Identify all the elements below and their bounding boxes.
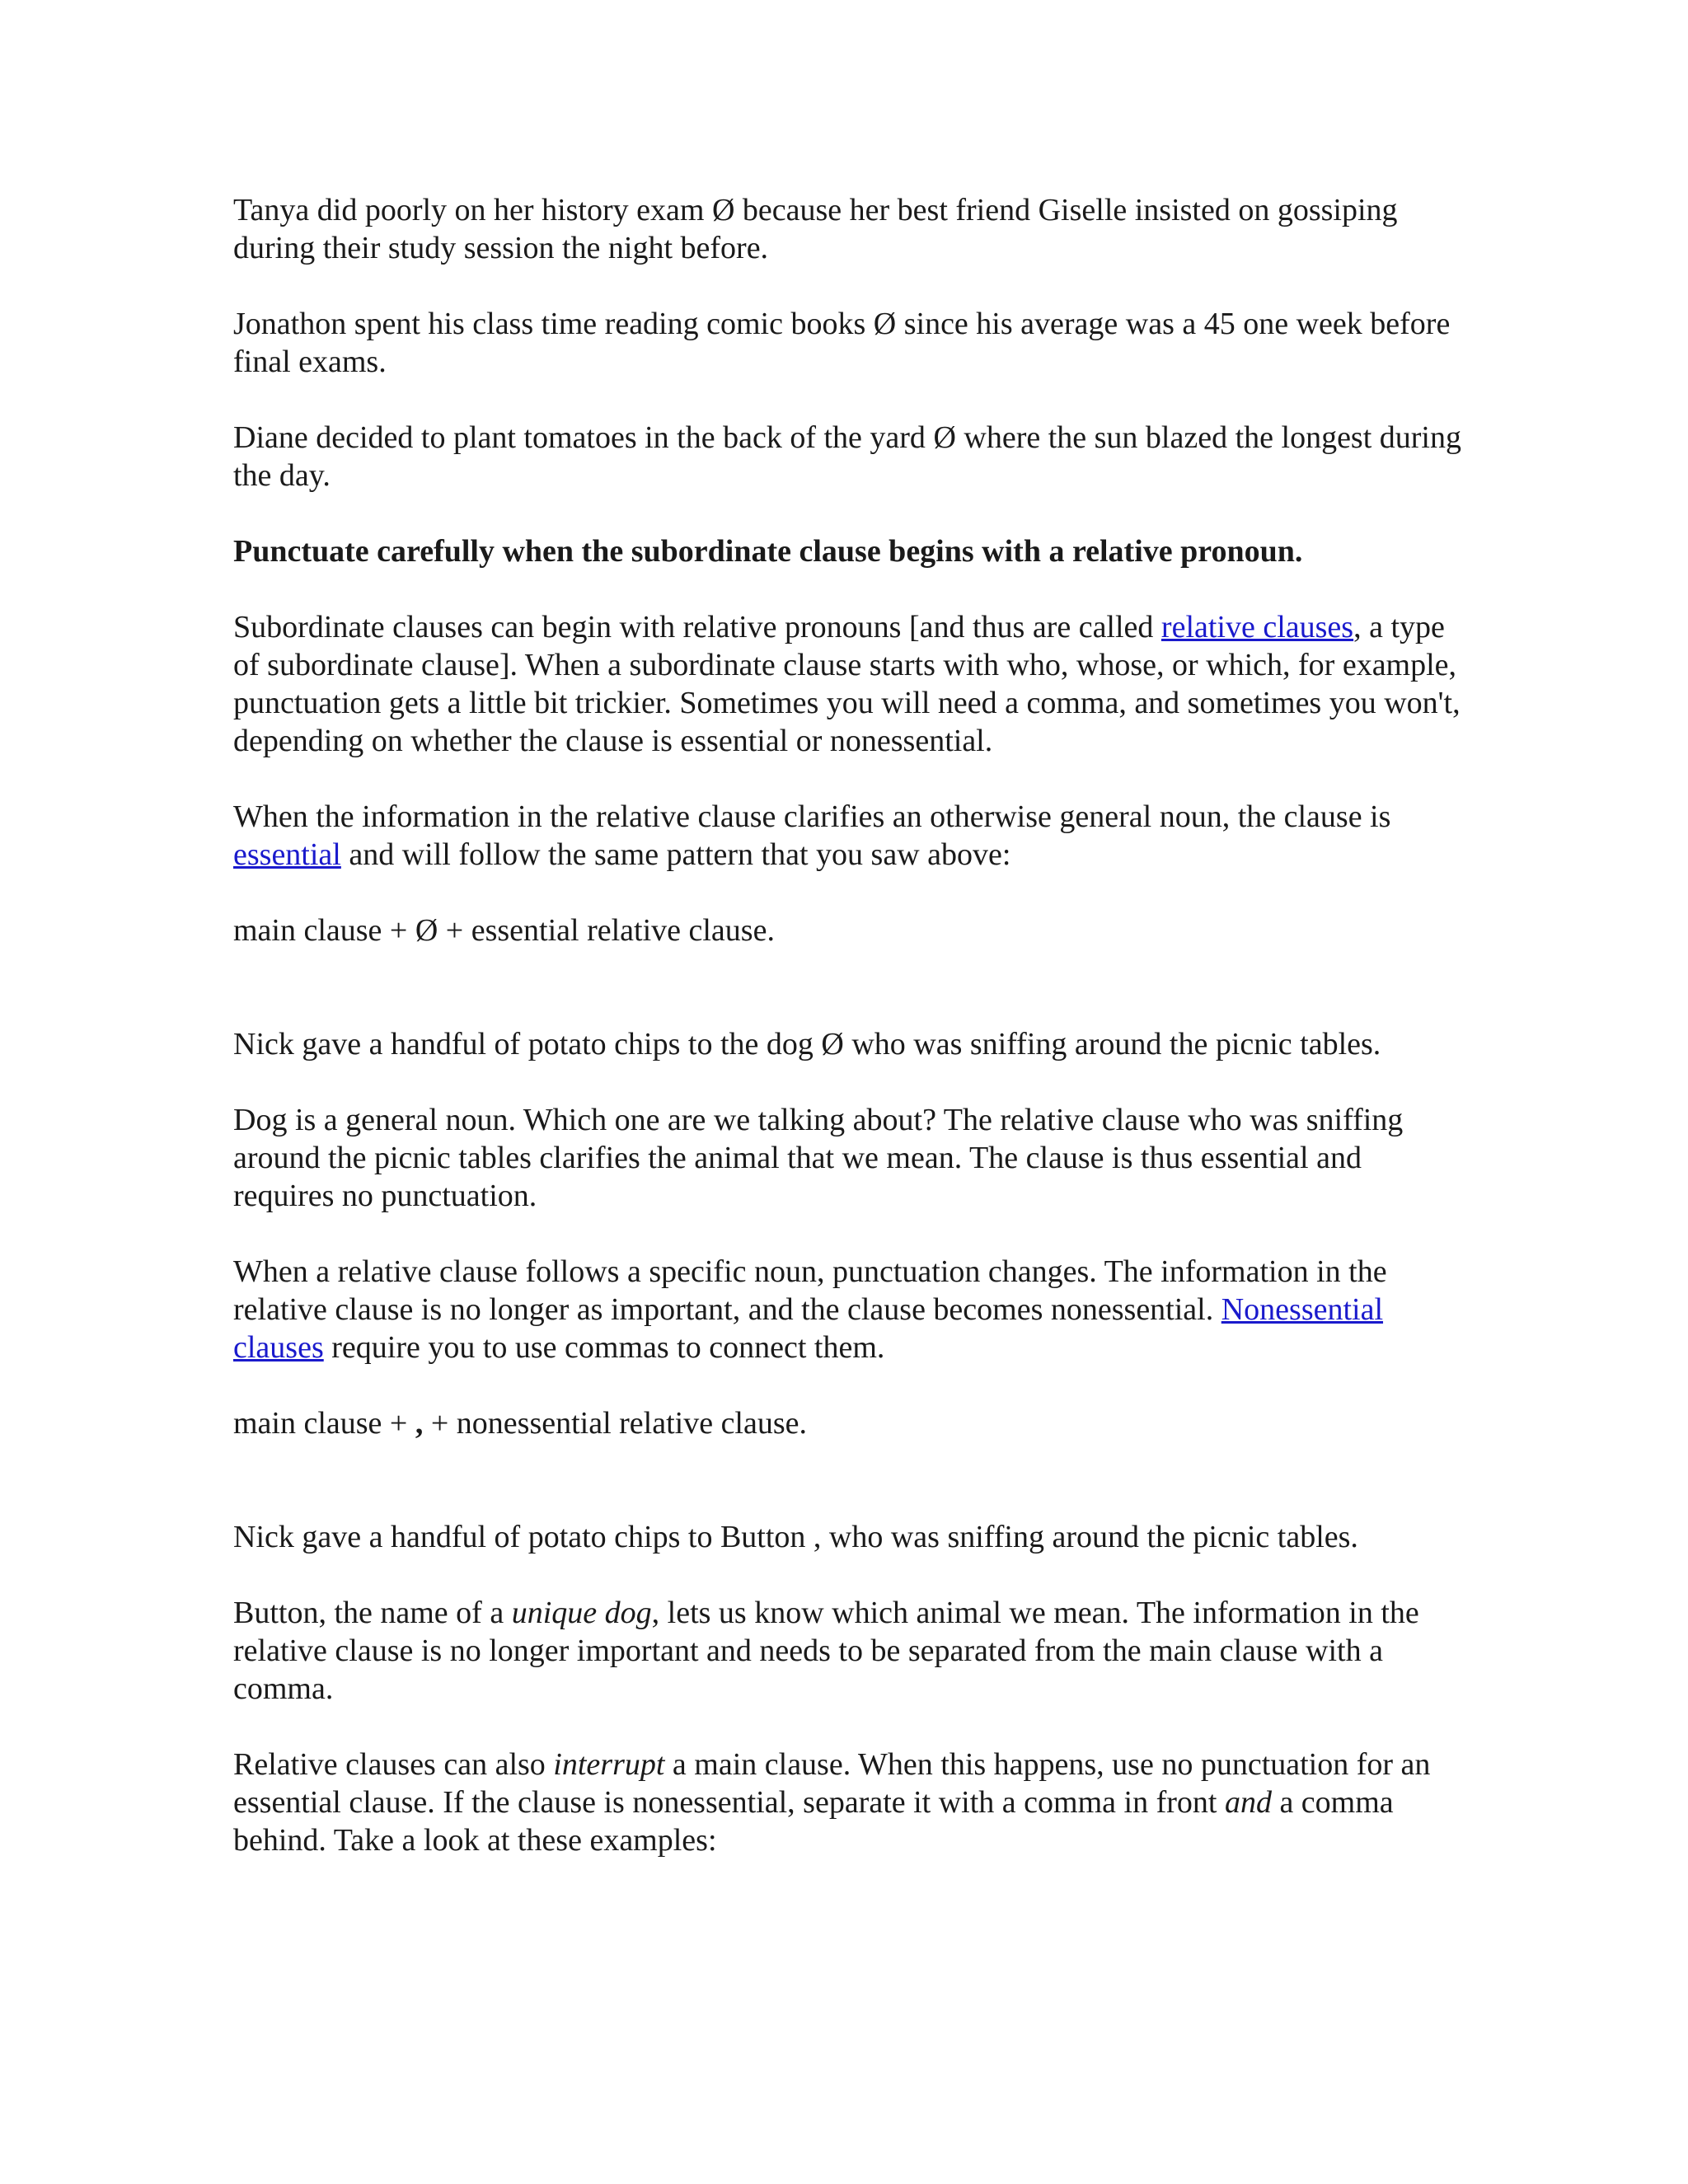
paragraph-text: a comma behind. Take a look at these examples:: [233, 1785, 1394, 1858]
paragraph-text: , a type of subordinate clause]. When a subordinate clause starts with who, whose, or which, for example, punctuation gets a little bit trickier. Sometimes you will need a comma, and sometimes you won't, depending on whether the clause is essential or nonessential.: [233, 610, 1461, 758]
paragraph-text: When the information in the relative clause clarifies an otherwise general noun, the clause is: [233, 799, 1391, 834]
pattern-text: + nonessential relative clause.: [423, 1406, 808, 1441]
example-sentence-dog: Nick gave a handful of potato chips to the dog Ø who was sniffing around the picnic tables.: [233, 1027, 1381, 1062]
no-punctuation-marker: Ø: [873, 307, 897, 341]
paragraph-relative-clauses: [233, 608, 1470, 760]
paragraph-text: , lets us know which animal we mean. The information in the relative clause is no longer important and needs to be separated from the main clause with a comma.: [233, 1596, 1419, 1706]
example-sentence-tanya: [233, 191, 1470, 267]
example-subordinate-clause: because her best friend Giselle insisted on gossiping during their study session the night before.: [233, 193, 1398, 265]
paragraph-general-noun: Dog is a general noun. Which one are we talking about? The relative clause who was sniffing around the picnic tables clarifies the animal that we mean. The clause is thus essential and requires no punctuation.: [233, 1103, 1404, 1213]
example-sentence-diane: [233, 419, 1470, 494]
document-body: [233, 191, 1470, 1897]
paragraph-text: Subordinate clauses can begin with relative pronouns [and thus are called: [233, 610, 1161, 644]
example-sentence-button: Nick gave a handful of potato chips to Button , who was sniffing around the picnic tables.: [233, 1520, 1358, 1554]
paragraph-text: Relative clauses can also: [233, 1747, 554, 1782]
pattern-nonessential: [233, 1404, 1470, 1442]
paragraph-text: and will follow the same pattern that you saw above:: [340, 837, 1011, 872]
paragraph-text: require you to use commas to connect them.: [323, 1330, 885, 1365]
section-heading: Punctuate carefully when the subordinate clause begins with a relative pronoun.: [233, 534, 1303, 569]
paragraph-unique-dog: [233, 1594, 1470, 1708]
paragraph-text: a main clause. When this happens, use no punctuation for an essential clause. If the clause is nonessential, separate it with a comma in front: [233, 1747, 1431, 1820]
emphasis-text: interrupt: [553, 1747, 665, 1782]
paragraph-interrupt: [233, 1746, 1470, 1859]
example-subordinate-clause: since his average was a 45 one week before final exams.: [233, 307, 1451, 379]
no-punctuation-marker: Ø: [711, 193, 735, 227]
example-sentence-jonathon: [233, 305, 1470, 381]
paragraph-text: Button, the name of a: [233, 1596, 512, 1630]
paragraph-specific-noun: [233, 1253, 1470, 1366]
essential-link[interactable]: essential: [233, 837, 341, 872]
nonessential-clauses-link[interactable]: Nonessential clauses: [233, 1292, 1384, 1365]
comma-symbol: ,: [415, 1406, 424, 1441]
example-subordinate-clause: where the sun blazed the longest during the day.: [233, 420, 1461, 493]
no-punctuation-marker: Ø: [933, 420, 956, 455]
paragraph-essential: [233, 798, 1470, 874]
example-main-clause: Diane decided to plant tomatoes in the back of the yard: [233, 420, 934, 455]
example-main-clause: Jonathon spent his class time reading comic books: [233, 307, 874, 341]
emphasis-text: and: [1224, 1785, 1272, 1820]
pattern-text: main clause +: [233, 1406, 415, 1441]
pattern-essential: main clause + Ø + essential relative clause.: [233, 913, 775, 948]
paragraph-text: When a relative clause follows a specific noun, punctuation changes. The information in the relative clause is no longer as important, and the clause becomes nonessential.: [233, 1254, 1387, 1327]
emphasis-text: unique dog: [511, 1596, 652, 1630]
example-main-clause: Tanya did poorly on her history exam: [233, 193, 712, 227]
relative-clauses-link[interactable]: relative clauses: [1160, 610, 1354, 644]
